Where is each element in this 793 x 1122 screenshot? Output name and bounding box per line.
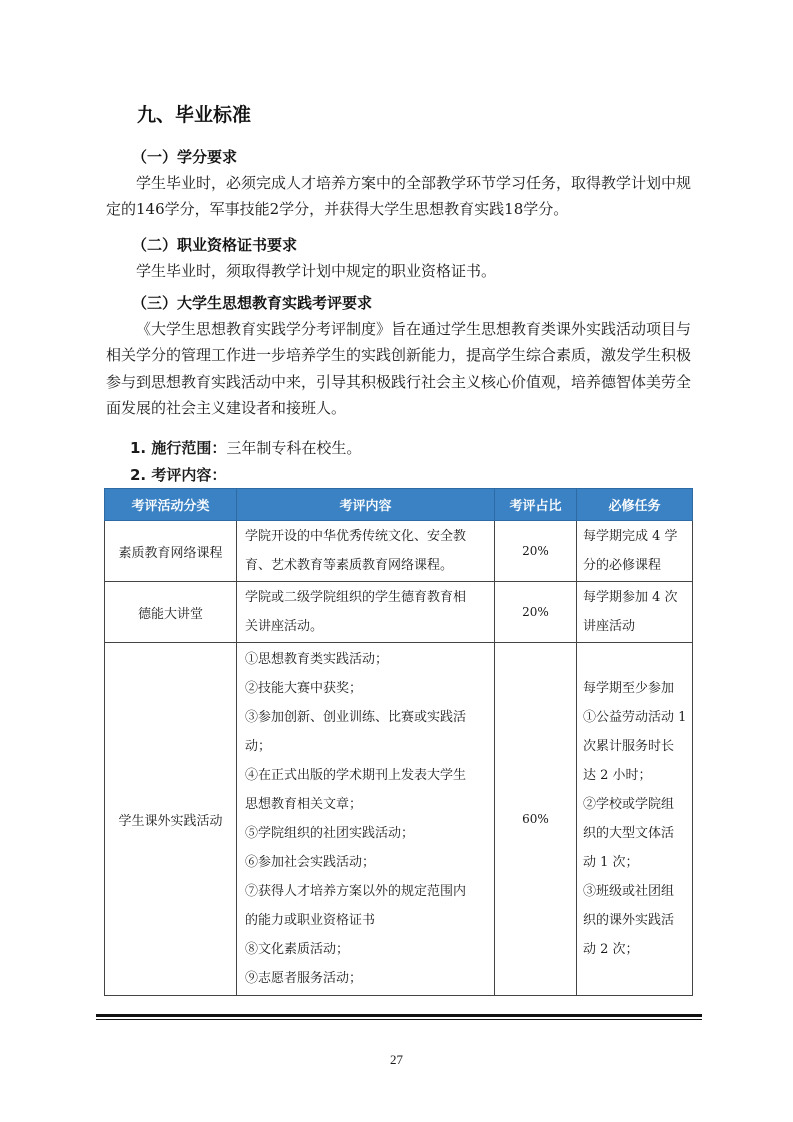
task-line: 讲座活动 <box>583 619 636 634</box>
content-line: ⑤学院组织的社团实践活动； <box>245 826 415 841</box>
subsection-practice-title: （三）大学生思想教育实践考评要求 <box>132 294 373 312</box>
content-line: 的能力或职业资格证书 <box>245 913 376 928</box>
row-ratio: 20% <box>495 582 577 643</box>
row-task <box>577 521 693 582</box>
credit-paragraph: 学生毕业时，必须完成人才培养方案中的全部教学环节学习任务，取得教学计划中规定的146学分，军事技能2学分，并获得大学生思想教育实践18学分。 <box>106 174 692 219</box>
content-line: ⑨志愿者服务活动； <box>245 971 363 986</box>
row-content <box>237 582 495 643</box>
table-header-row <box>105 489 693 521</box>
scope-value: 三年制专科在校生。 <box>226 439 362 457</box>
content-line: 动； <box>245 739 272 754</box>
row-content <box>237 643 495 996</box>
row-ratio: 60% <box>495 643 577 996</box>
certificate-paragraph: 学生毕业时，须取得教学计划中规定的职业资格证书。 <box>136 262 497 280</box>
content-line: 育、艺术教育等素质教育网络课程。 <box>245 558 454 573</box>
content-line: ①思想教育类实践活动； <box>245 652 389 667</box>
header-ratio: 考评占比 <box>495 489 577 521</box>
content-line: ③参加创新、创业训练、比赛或实践活 <box>245 710 467 725</box>
content-item <box>130 464 226 485</box>
table-row <box>105 521 693 582</box>
header-category: 考评活动分类 <box>105 489 237 521</box>
row-task <box>577 582 693 643</box>
table-row <box>105 582 693 643</box>
evaluation-table <box>104 488 693 996</box>
content-line: ④在正式出版的学术期刊上发表大学生 <box>245 768 467 783</box>
section-title: 九、毕业标准 <box>137 104 252 126</box>
row-category: 德能大讲堂 <box>105 582 237 643</box>
task-line: 每学期完成 4 学 <box>583 529 678 544</box>
task-line: ②学校或学院组 <box>583 797 675 812</box>
scope-item <box>130 437 361 458</box>
row-category: 学生课外实践活动 <box>105 643 237 996</box>
header-content: 考评内容 <box>237 489 495 521</box>
task-line: 每学期至少参加 <box>583 681 675 696</box>
task-line: 动 1 次； <box>583 855 639 870</box>
task-line: ①公益劳动活动 1 <box>583 710 687 725</box>
task-line: ③班级或社团组 <box>583 884 675 899</box>
row-task <box>577 643 693 996</box>
task-line: 次累计服务时长 <box>583 739 675 754</box>
content-line: 学院或二级学院组织的学生德育教育相 <box>245 590 467 605</box>
content-line: 学院开设的中华优秀传统文化、安全教 <box>245 529 467 544</box>
task-line: 达 2 小时； <box>583 768 652 783</box>
content-line: ⑧文化素质活动； <box>245 942 350 957</box>
header-task: 必修任务 <box>577 489 693 521</box>
footer-rule-thin <box>96 1019 702 1020</box>
footer-rule-thick <box>96 1014 702 1017</box>
row-category: 素质教育网络课程 <box>105 521 237 582</box>
practice-paragraph: 《大学生思想教育实践学分考评制度》旨在通过学生思想教育类课外实践活动项目与相关学分的管理工作进一步培养学生的实践创新能力，提高学生综合素质，激发学生积极参与到思想教育实践活动中来，引导其积极践行社会主义核心价值观，培养德智体美劳全面发展的社会主义建设者和接班人。 <box>106 320 692 418</box>
row-ratio: 20% <box>495 521 577 582</box>
task-line: 每学期参加 4 次 <box>583 590 678 605</box>
content-line: ⑥参加社会实践活动； <box>245 855 376 870</box>
scope-label: 1. 施行范围： <box>130 439 227 457</box>
task-line: 织的课外实践活 <box>583 913 675 928</box>
task-line: 动 2 次； <box>583 942 639 957</box>
subsection-credit-title: （一）学分要求 <box>132 148 238 166</box>
subsection-certificate-title: （二）职业资格证书要求 <box>132 236 298 254</box>
content-line: 关讲座活动。 <box>245 619 324 634</box>
row-content <box>237 521 495 582</box>
content-label: 2. 考评内容： <box>130 466 227 484</box>
task-line: 分的必修课程 <box>583 558 662 573</box>
content-line: ⑦获得人才培养方案以外的规定范围内 <box>245 884 467 899</box>
content-line: 思想教育相关文章； <box>245 797 363 812</box>
task-line: 织的大型文体活 <box>583 826 675 841</box>
page-number: 27 <box>390 1052 403 1067</box>
content-line: ②技能大赛中获奖； <box>245 681 363 696</box>
table-row <box>105 643 693 996</box>
